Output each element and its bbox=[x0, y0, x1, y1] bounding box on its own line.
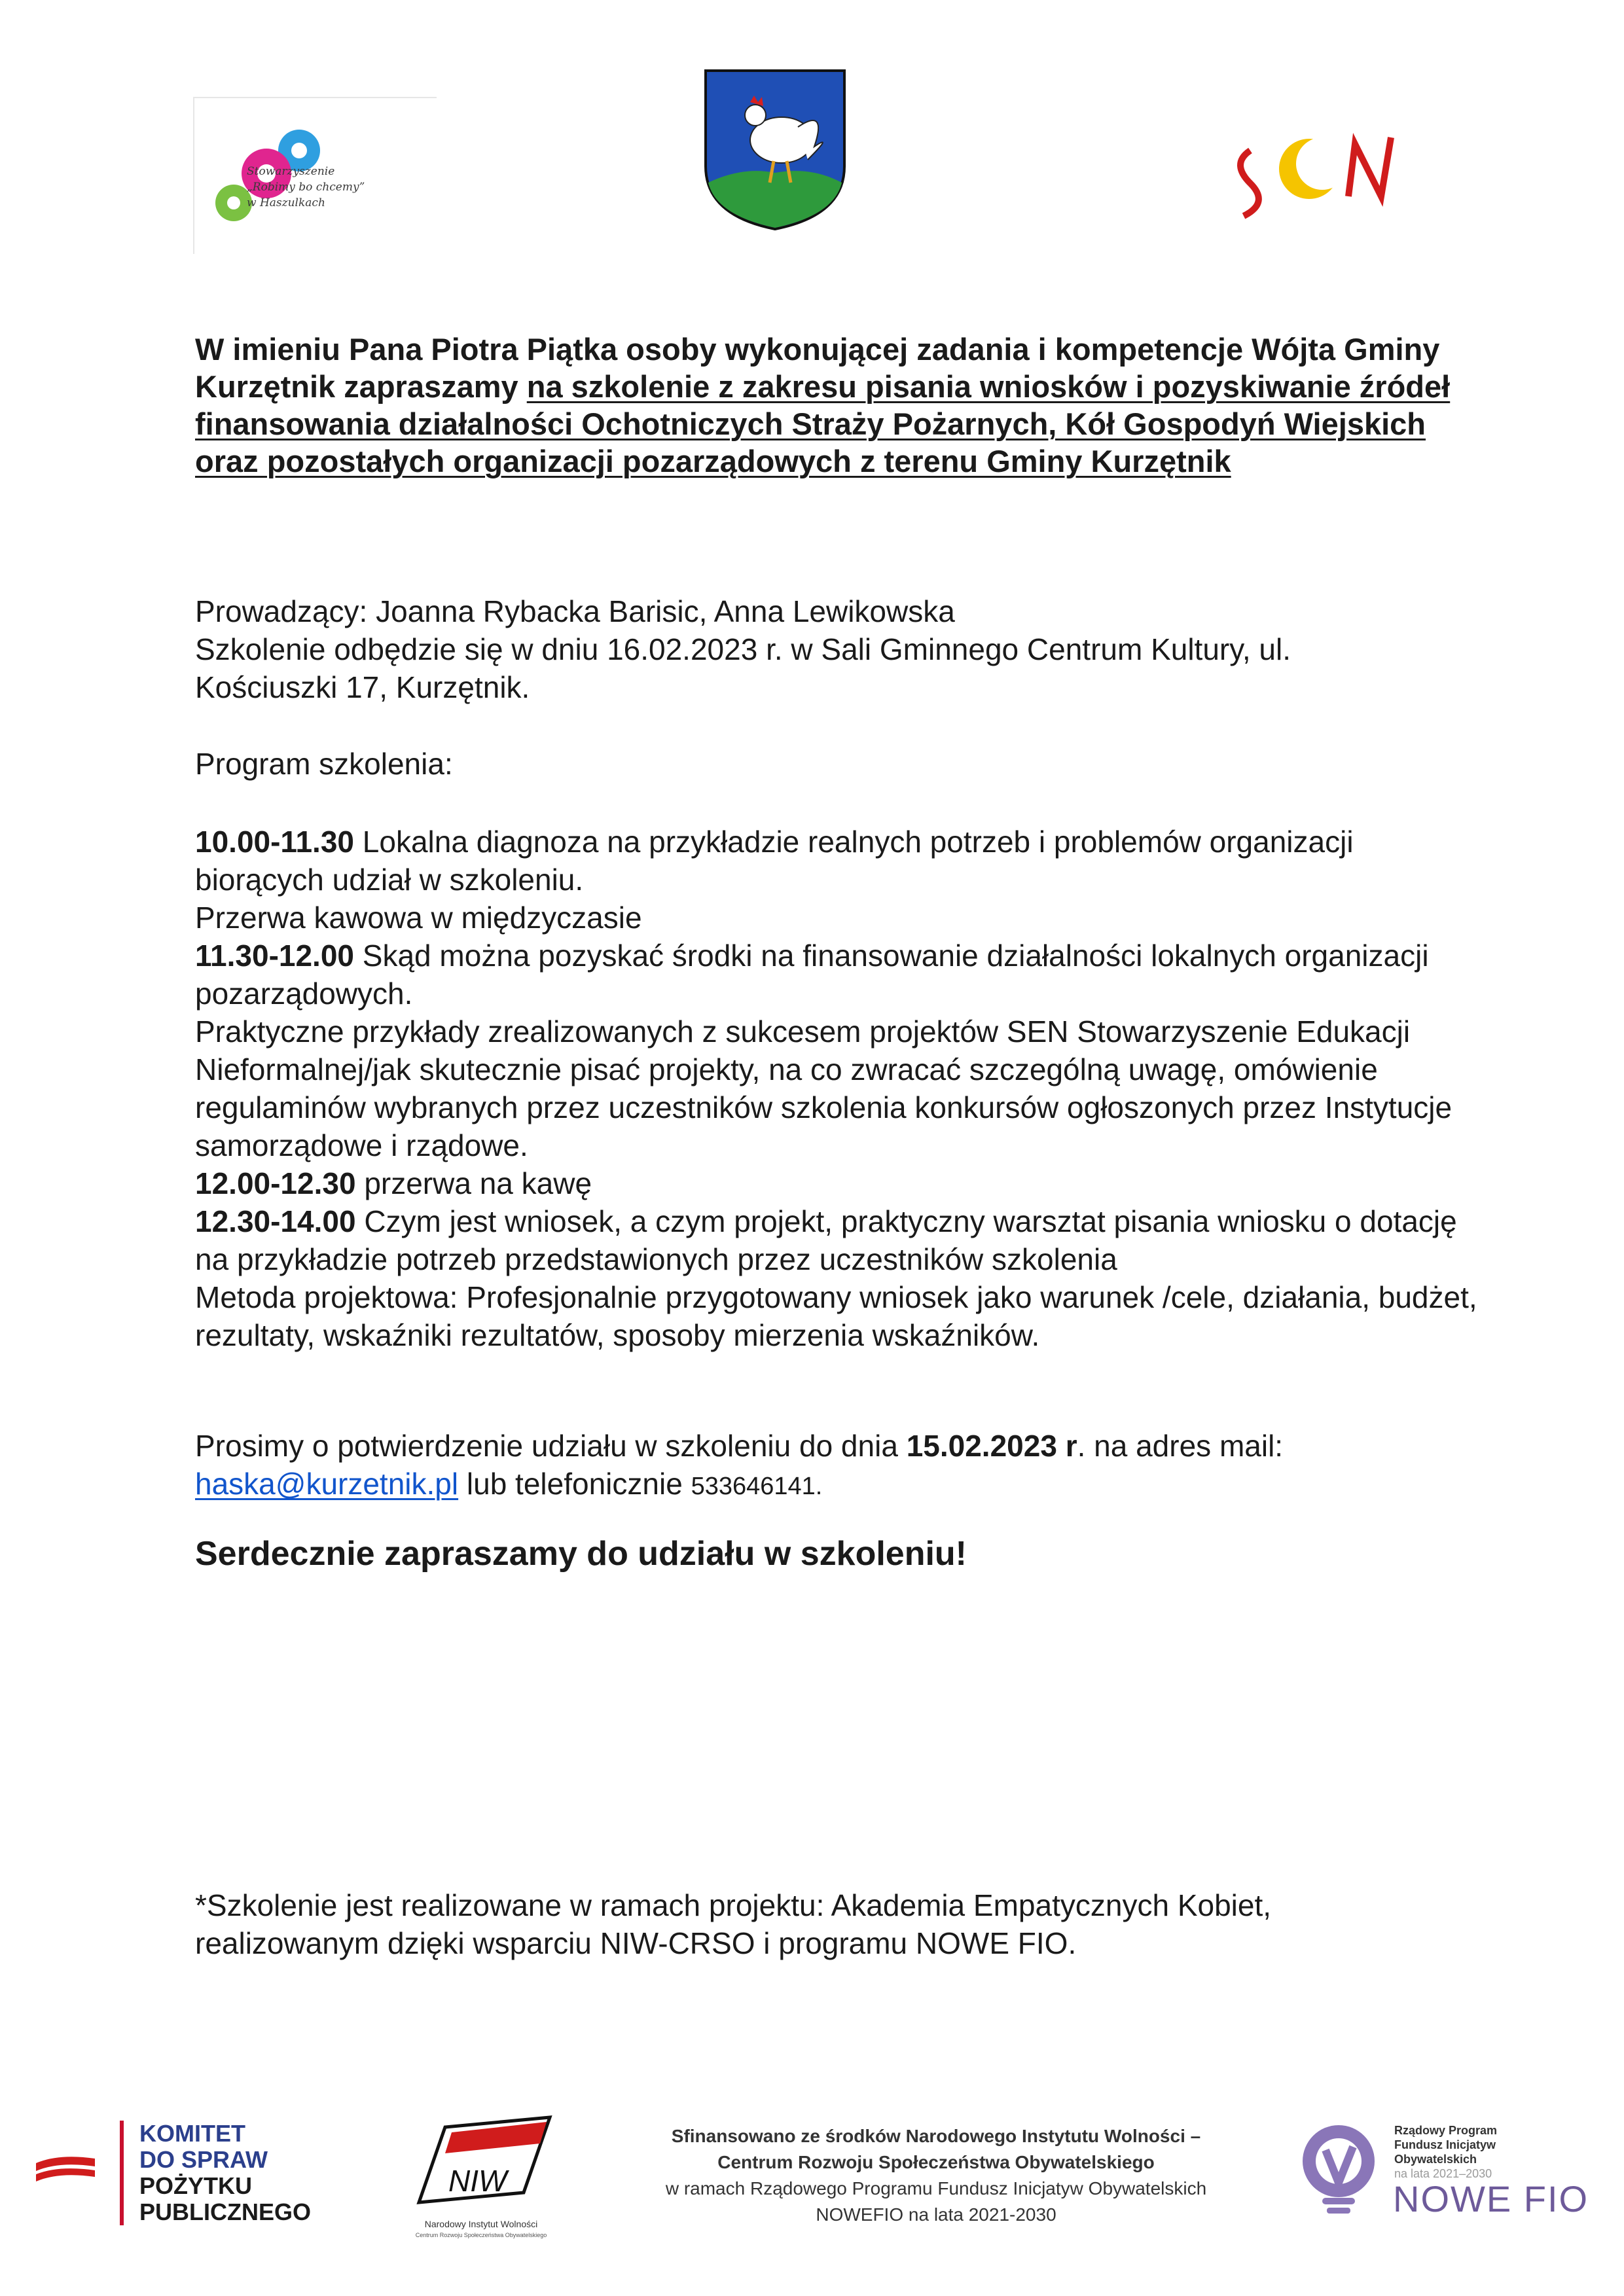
invitation-topic: na szkolenie z zakresu pisania wniosków i pozyskiwanie źródeł finansowania działalności Ochotniczych Straży Pożarnych, Kół Gospodyń Wiejskich oraz pozostałych organizacji pozarządowych z terenu Gminy Kurzętnik bbox=[195, 369, 1451, 478]
closing-line: Serdecznie zapraszamy do udziału w szkoleniu! bbox=[195, 1535, 967, 1573]
program-item-detail: Praktyczne przykłady zrealizowanych z sukcesem projektów SEN Stowarzyszenie Edukacji Nieformalnej/jak skutecznie pisać projekty, na co zwracać szczególną uwagę, omówienie regulaminów wybranych przez uczestników szkolenia konkursów ogłoszonych przez Instytucje samorządowe i rządowe. bbox=[195, 1014, 1453, 1162]
program-item: 12.30-14.00 Czym jest wniosek, a czym projekt, praktyczny warsztat pisania wniosku o dotację na przykładzie potrzeb przedstawionych przez uczestników szkolenia bbox=[195, 1204, 1457, 1276]
program-title: Program szkolenia: bbox=[195, 747, 453, 781]
niw-logo bbox=[406, 2114, 556, 2212]
invitation-intro: W imieniu Pana Piotra Piątka osoby wykonującej zadania i kompetencje Wójta Gminy Kurzętnik zapraszamy bbox=[195, 332, 1440, 404]
program-break: Przerwa kawowa w międzyczasie bbox=[195, 901, 642, 935]
svg-text:NIW: NIW bbox=[448, 2164, 507, 2198]
association-logo-text: Stowarzyszenie „Robimy bo chcemy” w Haszulkach bbox=[247, 165, 365, 209]
nowe-fio-bulb-icon bbox=[1293, 2121, 1384, 2219]
venue: Szkolenie odbędzie się w dniu 16.02.2023 r. w Sali Gminnego Centrum Kultury, ul. Kościuszki 17, Kurzętnik. bbox=[195, 632, 1291, 704]
divider bbox=[120, 2121, 124, 2225]
niw-caption: Narodowy Instytut Wolności bbox=[424, 2219, 538, 2229]
funding-statement: Sfinansowano ze środków Narodowego Instytutu Wolności – Centrum Rozwoju Społeczeństwa Obywatelskiego w ramach Rządowego Programu Fundusz Inicjatyw Obywatelskich NOWEFIO na lata 2021-2030 bbox=[665, 2126, 1207, 2225]
nowe-fio-wordmark: NOWE FIO bbox=[1393, 2178, 1589, 2219]
program-item: 10.00-11.30 Lokalna diagnoza na przykładzie realnych potrzeb i problemów organizacji biorących udział w szkoleniu. bbox=[195, 825, 1354, 897]
program-item-detail: Metoda projektowa: Profesjonalnie przygotowany wniosek jako warunek /cele, działania, budżet, rezultaty, wskaźniki rezultatów, sposoby mierzenia wskaźników. bbox=[195, 1280, 1477, 1352]
fio-program-label: Rządowy Program Fundusz Inicjatyw Obywatelskich na lata 2021–2030 bbox=[1394, 2124, 1498, 2180]
project-note: *Szkolenie jest realizowane w ramach projektu: Akademia Empatycznych Kobiet, realizowanym dzięki wsparciu NIW-CRSO i programu NOWE FIO. bbox=[195, 1888, 1272, 1960]
niw-subcaption: Centrum Rozwoju Społeczeństwa Obywatelskiego bbox=[415, 2232, 547, 2238]
trainers: Prowadzący: Joanna Rybacka Barisic, Anna Lewikowska bbox=[195, 594, 955, 628]
invitation-heading bbox=[195, 331, 1478, 480]
phone-number: 533646141. bbox=[691, 1473, 823, 1500]
association-logo bbox=[193, 97, 437, 254]
kurzetnik-coat-of-arms bbox=[703, 68, 847, 230]
poland-flag-icon bbox=[33, 2147, 98, 2186]
program-item: 11.30-12.00 Skąd można pozyskać środki na finansowanie działalności lokalnych organizacji pozarządowych. bbox=[195, 939, 1429, 1011]
email-link[interactable]: haska@kurzetnik.pl bbox=[195, 1467, 459, 1501]
program-list bbox=[195, 823, 1478, 1354]
sen-logo bbox=[1224, 111, 1407, 223]
kdspp-logo: KOMITET DO SPRAW POŻYTKU PUBLICZNEGO bbox=[139, 2120, 312, 2225]
rsvp: Prosimy o potwierdzenie udziału w szkoleniu do dnia 15.02.2023 r. na adres mail: haska@kurzetnik.pl lub telefonicznie 533646141. bbox=[195, 1429, 1284, 1501]
program-item: 12.00-12.30 przerwa na kawę bbox=[195, 1166, 592, 1200]
